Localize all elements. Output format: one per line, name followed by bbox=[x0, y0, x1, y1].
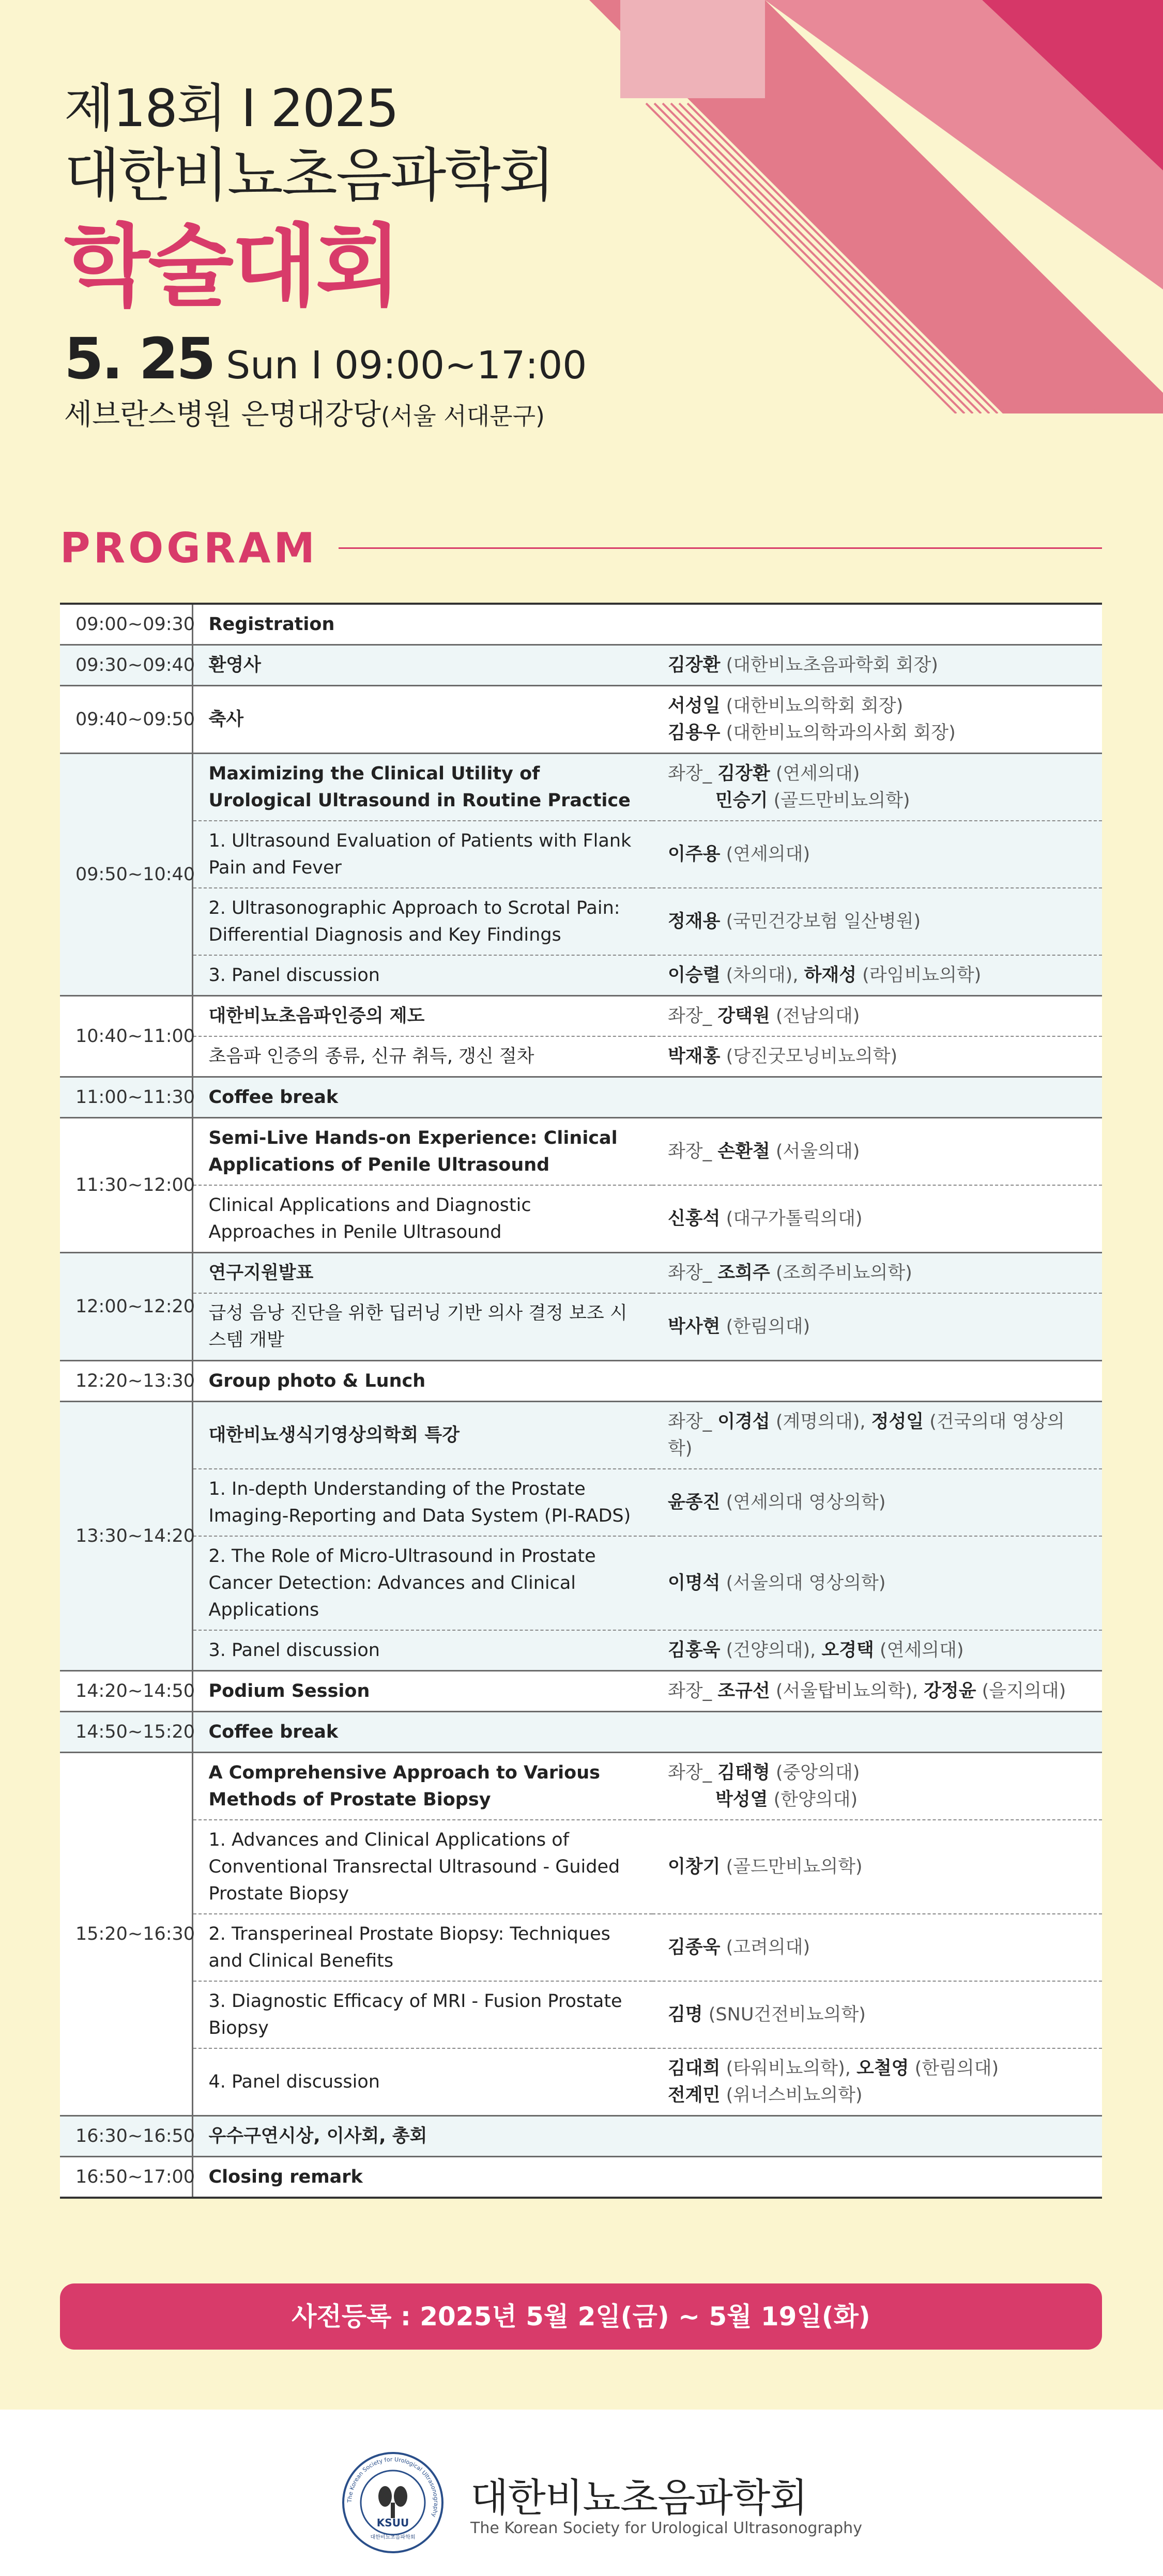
session-speakers bbox=[652, 645, 1102, 686]
speaker-affiliation: (서울탑비뇨의학), bbox=[775, 1681, 918, 1701]
speaker bbox=[668, 844, 810, 865]
program-heading bbox=[60, 517, 1102, 579]
speaker bbox=[668, 1937, 810, 1958]
session-time: 16:50~17:00 bbox=[60, 2157, 192, 2198]
speaker bbox=[668, 2058, 851, 2079]
program-row bbox=[60, 1712, 1102, 1753]
session-time: 13:30~14:20 bbox=[60, 1402, 192, 1671]
session-speakers bbox=[652, 1293, 1102, 1361]
speaker-name: 이창기 bbox=[668, 1857, 721, 1877]
speaker-name: 오철영 bbox=[856, 2058, 909, 2079]
session-speakers bbox=[652, 1630, 1102, 1671]
event-venue bbox=[64, 394, 684, 437]
session-title: 축사 bbox=[192, 686, 652, 754]
footer-org-name-en: The Korean Society for Urological Ultrasonography bbox=[470, 2519, 862, 2537]
chair-label: 좌장_ bbox=[668, 1263, 712, 1283]
program-row bbox=[60, 754, 1102, 821]
program-row bbox=[60, 1671, 1102, 1712]
session-time: 12:00~12:20 bbox=[60, 1253, 192, 1361]
session-speakers bbox=[652, 1753, 1102, 1820]
session-speakers bbox=[652, 1402, 1102, 1469]
speaker bbox=[717, 1681, 918, 1701]
logo-acronym: KSUU bbox=[376, 2517, 409, 2529]
session-time: 09:30~09:40 bbox=[60, 645, 192, 686]
session-time: 09:50~10:40 bbox=[60, 754, 192, 996]
session-title: 3. Panel discussion bbox=[192, 1630, 652, 1671]
chair-label: 좌장_ bbox=[668, 763, 712, 784]
program-row bbox=[60, 1753, 1102, 1820]
speaker-name: 김종욱 bbox=[668, 1937, 721, 1958]
speaker-affiliation: (대한비뇨의학과의사회 회장) bbox=[726, 723, 956, 743]
chair-label: 좌장_ bbox=[668, 1006, 712, 1026]
registration-banner: 사전등록 : 2025년 5월 2일(금) ~ 5월 19일(화) bbox=[60, 2283, 1102, 2350]
program-row bbox=[60, 2048, 1102, 2116]
session-title: 우수구연시상, 이사회, 총회 bbox=[192, 2116, 1102, 2157]
speaker bbox=[668, 1208, 863, 1229]
speaker-name: 이명석 bbox=[668, 1573, 721, 1593]
speaker-affiliation: (SNU건전비뇨의학) bbox=[708, 2004, 866, 2025]
speaker-affiliation: (한림의대) bbox=[914, 2058, 999, 2079]
speaker-affiliation: (계명의대), bbox=[775, 1412, 866, 1432]
speaker-affiliation: (대한비뇨초음파학회 회장) bbox=[726, 655, 938, 676]
speaker-name: 민승기 bbox=[715, 790, 768, 811]
speaker-affiliation: (국민건강보험 일산병원) bbox=[726, 911, 921, 932]
session-title: 초음파 인증의 종류, 신규 취득, 갱신 절차 bbox=[192, 1036, 652, 1077]
program-row bbox=[60, 1185, 1102, 1253]
speaker bbox=[668, 1573, 886, 1593]
session-title: Registration bbox=[192, 604, 1102, 645]
session-time: 09:00~09:30 bbox=[60, 604, 192, 645]
session-speakers bbox=[652, 1914, 1102, 1981]
speaker-name: 박성열 bbox=[715, 1789, 768, 1810]
speaker-affiliation: (연세의대) bbox=[879, 1640, 964, 1661]
program-row bbox=[60, 604, 1102, 645]
program-row bbox=[60, 1118, 1102, 1186]
speaker-name: 조규선 bbox=[717, 1681, 770, 1701]
session-title: Closing remark bbox=[192, 2157, 1102, 2198]
speaker-affiliation: (건국의대 영상의학) bbox=[668, 1412, 1065, 1459]
chair-label: 좌장_ bbox=[668, 1141, 712, 1162]
program-row bbox=[60, 821, 1102, 888]
speaker-name: 오경택 bbox=[821, 1640, 874, 1661]
speaker bbox=[668, 1316, 810, 1337]
speaker-affiliation: (서울의대) bbox=[775, 1141, 860, 1162]
session-title: 1. Advances and Clinical Applications of Conventional Transrectal Ultrasound - Guided Prostate Biopsy bbox=[192, 1820, 652, 1914]
logo-korean: 대한비뇨초음파학회 bbox=[370, 2535, 416, 2540]
session-title: Maximizing the Clinical Utility of Urological Ultrasound in Routine Practice bbox=[192, 754, 652, 821]
speaker bbox=[668, 723, 956, 743]
speaker-affiliation: (을지의대) bbox=[982, 1681, 1066, 1701]
speaker bbox=[668, 696, 903, 716]
session-title: 2. Ultrasonographic Approach to Scrotal Pain: Differential Diagnosis and Key Findings bbox=[192, 888, 652, 955]
speaker-name: 강정윤 bbox=[924, 1681, 976, 1701]
speaker-name: 김대희 bbox=[668, 2058, 721, 2079]
footer-org-name: 대한비뇨초음파학회 bbox=[470, 2475, 807, 2521]
session-title: Clinical Applications and Diagnostic Approaches in Penile Ultrasound bbox=[192, 1185, 652, 1253]
session-time: 14:20~14:50 bbox=[60, 1671, 192, 1712]
speaker-name: 정재용 bbox=[668, 911, 721, 932]
speaker-affiliation: (전남의대) bbox=[775, 1006, 860, 1026]
speaker-name: 김명 bbox=[668, 2004, 703, 2025]
program-row bbox=[60, 1469, 1102, 1536]
session-time: 16:30~16:50 bbox=[60, 2116, 192, 2157]
program-row bbox=[60, 2116, 1102, 2157]
speaker bbox=[717, 1263, 912, 1283]
session-speakers bbox=[652, 754, 1102, 821]
chair-label: 좌장_ bbox=[668, 1762, 712, 1783]
speaker-name: 강택원 bbox=[717, 1006, 770, 1026]
speaker bbox=[668, 1046, 897, 1067]
session-speakers bbox=[652, 1253, 1102, 1294]
session-time: 09:40~09:50 bbox=[60, 686, 192, 754]
session-speakers bbox=[652, 888, 1102, 955]
speaker-affiliation: (차의대), bbox=[726, 965, 799, 986]
speaker bbox=[668, 1789, 858, 1810]
program-row bbox=[60, 1361, 1102, 1402]
venue-note: (서울 서대문구) bbox=[380, 402, 545, 430]
speaker bbox=[668, 911, 921, 932]
speaker bbox=[668, 1857, 863, 1877]
speaker bbox=[717, 1006, 860, 1026]
session-title: Semi-Live Hands-on Experience: Clinical Applications of Penile Ultrasound bbox=[192, 1118, 652, 1186]
speaker-name: 이주용 bbox=[668, 844, 721, 865]
session-title: 3. Panel discussion bbox=[192, 955, 652, 996]
session-speakers bbox=[652, 1185, 1102, 1253]
session-speakers bbox=[652, 1536, 1102, 1630]
speaker bbox=[668, 2085, 863, 2106]
speaker-name: 김용우 bbox=[668, 723, 721, 743]
speaker bbox=[668, 790, 910, 811]
session-speakers bbox=[652, 955, 1102, 996]
society-name: 대한비뇨초음파학회 bbox=[64, 142, 554, 209]
session-speakers bbox=[652, 1981, 1102, 2048]
session-title: Coffee break bbox=[192, 1712, 1102, 1753]
speaker-affiliation: (고려의대) bbox=[726, 1937, 810, 1958]
speaker-name: 서성일 bbox=[668, 696, 721, 716]
speaker-affiliation: (골드만비뇨의학) bbox=[726, 1857, 863, 1877]
speaker bbox=[668, 965, 798, 986]
speaker-name: 조희주 bbox=[717, 1263, 770, 1283]
program-row bbox=[60, 1820, 1102, 1914]
event-date-time: Sun I 09:00~17:00 bbox=[226, 343, 587, 388]
session-speakers bbox=[652, 1820, 1102, 1914]
speaker-name: 박사현 bbox=[668, 1316, 721, 1337]
program-table bbox=[60, 603, 1102, 2199]
session-speakers bbox=[652, 1036, 1102, 1077]
session-speakers bbox=[652, 1671, 1102, 1712]
session-speakers bbox=[652, 821, 1102, 888]
session-title: Group photo & Lunch bbox=[192, 1361, 1102, 1402]
program-row bbox=[60, 955, 1102, 996]
speaker-name: 손환철 bbox=[717, 1141, 770, 1162]
speaker bbox=[924, 1681, 1066, 1701]
speaker-name: 윤종진 bbox=[668, 1492, 721, 1513]
session-title: 1. In-depth Understanding of the Prostate Imaging-Reporting and Data System (PI-RADS) bbox=[192, 1469, 652, 1536]
speaker-name: 김태형 bbox=[717, 1762, 770, 1783]
speaker-name: 김홍욱 bbox=[668, 1640, 721, 1661]
program-rule bbox=[339, 547, 1102, 549]
session-time: 11:00~11:30 bbox=[60, 1077, 192, 1118]
session-title: 환영사 bbox=[192, 645, 652, 686]
speaker bbox=[821, 1640, 963, 1661]
program-row bbox=[60, 1293, 1102, 1361]
speaker-affiliation: (라임비뇨의학) bbox=[862, 965, 982, 986]
speaker-name: 정성일 bbox=[871, 1412, 924, 1432]
program-row bbox=[60, 1536, 1102, 1630]
program-row bbox=[60, 1981, 1102, 2048]
speaker-affiliation: (한림의대) bbox=[726, 1316, 810, 1337]
speaker-name: 전계민 bbox=[668, 2085, 721, 2106]
session-speakers bbox=[652, 1118, 1102, 1186]
speaker-name: 박재홍 bbox=[668, 1046, 721, 1067]
speaker-name: 김장환 bbox=[668, 655, 721, 676]
event-header bbox=[64, 78, 684, 437]
speaker-name: 신홍석 bbox=[668, 1208, 721, 1229]
event-date-day: 5. 25 bbox=[64, 326, 214, 392]
footer bbox=[0, 2410, 1163, 2576]
speaker-affiliation: (서울의대 영상의학) bbox=[726, 1573, 886, 1593]
session-speakers bbox=[652, 2048, 1102, 2116]
speaker bbox=[717, 1412, 865, 1432]
event-title: 학술대회 bbox=[64, 214, 400, 318]
session-time: 14:50~15:20 bbox=[60, 1712, 192, 1753]
session-title: 1. Ultrasound Evaluation of Patients with Flank Pain and Fever bbox=[192, 821, 652, 888]
program-row bbox=[60, 996, 1102, 1037]
chair-label: 좌장_ bbox=[668, 1412, 712, 1432]
speaker-affiliation: (조희주비뇨의학) bbox=[775, 1263, 912, 1283]
speaker bbox=[717, 1762, 860, 1783]
speaker-affiliation: (한양의대) bbox=[773, 1789, 858, 1810]
event-date bbox=[64, 326, 684, 392]
speaker-affiliation: (연세의대 영상의학) bbox=[726, 1492, 886, 1513]
speaker-affiliation: (대한비뇨의학회 회장) bbox=[726, 696, 904, 716]
session-time: 10:40~11:00 bbox=[60, 996, 192, 1077]
program-row bbox=[60, 888, 1102, 955]
speaker bbox=[668, 655, 938, 676]
speaker-name: 이승렬 bbox=[668, 965, 721, 986]
session-title: Podium Session bbox=[192, 1671, 652, 1712]
speaker bbox=[717, 763, 860, 784]
speaker-affiliation: (중앙의대) bbox=[775, 1762, 860, 1783]
program-row bbox=[60, 1914, 1102, 1981]
speaker bbox=[668, 1640, 816, 1661]
speaker-affiliation: (골드만비뇨의학) bbox=[773, 790, 910, 811]
session-title: 3. Diagnostic Efficacy of MRI - Fusion Prostate Biopsy bbox=[192, 1981, 652, 2048]
speaker bbox=[668, 2004, 866, 2025]
session-title: 2. Transperineal Prostate Biopsy: Techniques and Clinical Benefits bbox=[192, 1914, 652, 1981]
program-row bbox=[60, 1077, 1102, 1118]
speaker-affiliation: (타워비뇨의학), bbox=[726, 2058, 851, 2079]
speaker-name: 이경섭 bbox=[717, 1412, 770, 1432]
society-logo-icon bbox=[341, 2451, 445, 2554]
session-title: 대한비뇨생식기영상의학회 특강 bbox=[192, 1402, 652, 1469]
event-edition: 제18회 I 2025 bbox=[64, 78, 399, 139]
program-row bbox=[60, 1036, 1102, 1077]
speaker-name: 하재성 bbox=[804, 965, 857, 986]
session-speakers bbox=[652, 996, 1102, 1037]
logo-ring-text: The Korean Society for Urological Ultrasonography bbox=[346, 2456, 440, 2518]
session-title: A Comprehensive Approach to Various Methods of Prostate Biopsy bbox=[192, 1753, 652, 1820]
venue-name: 세브란스병원 은명대강당 bbox=[64, 398, 381, 432]
session-speakers bbox=[652, 1469, 1102, 1536]
program-row bbox=[60, 645, 1102, 686]
session-title: 4. Panel discussion bbox=[192, 2048, 652, 2116]
program-row bbox=[60, 2157, 1102, 2198]
program-row bbox=[60, 1630, 1102, 1671]
program-title: PROGRAM bbox=[60, 524, 318, 572]
program-row bbox=[60, 1253, 1102, 1294]
session-title: 연구지원발표 bbox=[192, 1253, 652, 1294]
speaker bbox=[717, 1141, 860, 1162]
speaker bbox=[856, 2058, 999, 2079]
session-time: 15:20~16:30 bbox=[60, 1753, 192, 2116]
session-title: 급성 음낭 진단을 위한 딥러닝 기반 의사 결정 보조 시스템 개발 bbox=[192, 1293, 652, 1361]
chair-label: 좌장_ bbox=[668, 1681, 712, 1701]
speaker-affiliation: (연세의대) bbox=[775, 763, 860, 784]
session-time: 12:20~13:30 bbox=[60, 1361, 192, 1402]
session-title: 2. The Role of Micro-Ultrasound in Prostate Cancer Detection: Advances and Clinical Applications bbox=[192, 1536, 652, 1630]
speaker-affiliation: (대구가톨릭의대) bbox=[726, 1208, 863, 1229]
speaker-affiliation: (위너스비뇨의학) bbox=[726, 2085, 863, 2106]
speaker bbox=[804, 965, 982, 986]
speaker-affiliation: (연세의대) bbox=[726, 844, 810, 865]
session-title: Coffee break bbox=[192, 1077, 1102, 1118]
speaker-name: 김장환 bbox=[717, 763, 770, 784]
session-time: 11:30~12:00 bbox=[60, 1118, 192, 1253]
speaker bbox=[668, 1492, 886, 1513]
program-row bbox=[60, 686, 1102, 754]
speaker-affiliation: (건양의대), bbox=[726, 1640, 816, 1661]
speaker-affiliation: (당진굿모닝비뇨의학) bbox=[726, 1046, 898, 1067]
program-row bbox=[60, 1402, 1102, 1469]
session-speakers bbox=[652, 686, 1102, 754]
session-title: 대한비뇨초음파인증의 제도 bbox=[192, 996, 652, 1037]
